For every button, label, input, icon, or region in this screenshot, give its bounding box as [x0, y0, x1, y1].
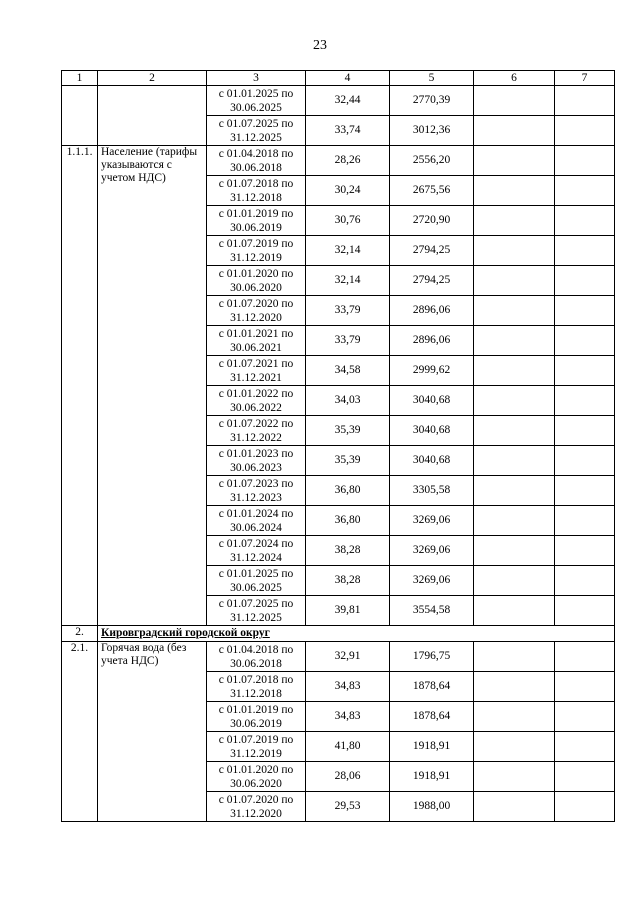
value-col-4: 39,81 [306, 596, 390, 626]
value-col-6 [474, 236, 555, 266]
value-col-7 [555, 476, 615, 506]
value-col-5: 3040,68 [390, 416, 474, 446]
value-col-6 [474, 446, 555, 476]
value-col-6 [474, 762, 555, 792]
value-col-5: 2675,56 [390, 176, 474, 206]
value-col-7 [555, 206, 615, 236]
value-col-4: 33,74 [306, 116, 390, 146]
value-col-4: 38,28 [306, 566, 390, 596]
value-col-6 [474, 116, 555, 146]
value-col-6 [474, 326, 555, 356]
value-col-5: 2999,62 [390, 356, 474, 386]
period-cell: с 01.01.2022 по 30.06.2022 [207, 386, 306, 416]
period-cell: с 01.01.2020 по 30.06.2020 [207, 762, 306, 792]
value-col-7 [555, 446, 615, 476]
item-number: 1.1.1. [62, 146, 98, 626]
value-col-5: 1918,91 [390, 762, 474, 792]
value-col-6 [474, 206, 555, 236]
table-row [62, 642, 615, 672]
value-col-7 [555, 642, 615, 672]
header-col-5: 5 [390, 71, 474, 86]
value-col-7 [555, 296, 615, 326]
value-col-5: 2896,06 [390, 296, 474, 326]
value-col-4: 30,76 [306, 206, 390, 236]
value-col-7 [555, 116, 615, 146]
value-col-5: 3269,06 [390, 536, 474, 566]
header-col-1: 1 [62, 71, 98, 86]
section-row [62, 626, 615, 642]
value-col-5: 2770,39 [390, 86, 474, 116]
value-col-7 [555, 702, 615, 732]
value-col-7 [555, 792, 615, 822]
value-col-5: 1796,75 [390, 642, 474, 672]
table-row [62, 146, 615, 176]
period-cell: с 01.01.2025 по 30.06.2025 [207, 566, 306, 596]
value-col-5: 3012,36 [390, 116, 474, 146]
period-cell: с 01.07.2021 по 31.12.2021 [207, 356, 306, 386]
value-col-7 [555, 146, 615, 176]
value-col-6 [474, 176, 555, 206]
value-col-7 [555, 176, 615, 206]
value-col-5: 3554,58 [390, 596, 474, 626]
period-cell: с 01.01.2021 по 30.06.2021 [207, 326, 306, 356]
value-col-5: 2720,90 [390, 206, 474, 236]
value-col-5: 2896,06 [390, 326, 474, 356]
period-cell: с 01.07.2024 по 31.12.2024 [207, 536, 306, 566]
value-col-7 [555, 386, 615, 416]
value-col-6 [474, 506, 555, 536]
period-cell: с 01.04.2018 по 30.06.2018 [207, 146, 306, 176]
value-col-6 [474, 476, 555, 506]
value-col-5: 1988,00 [390, 792, 474, 822]
value-col-7 [555, 326, 615, 356]
period-cell: с 01.07.2019 по 31.12.2019 [207, 236, 306, 266]
value-col-5: 1918,91 [390, 732, 474, 762]
value-col-5: 3269,06 [390, 566, 474, 596]
period-cell: с 01.07.2020 по 31.12.2020 [207, 792, 306, 822]
value-col-5: 3305,58 [390, 476, 474, 506]
value-col-4: 33,79 [306, 326, 390, 356]
value-col-4: 33,79 [306, 296, 390, 326]
value-col-7 [555, 732, 615, 762]
period-cell: с 01.07.2025 по 31.12.2025 [207, 116, 306, 146]
value-col-6 [474, 266, 555, 296]
table-body [62, 86, 615, 822]
period-cell: с 01.01.2019 по 30.06.2019 [207, 206, 306, 236]
header-col-7: 7 [555, 71, 615, 86]
header-col-2: 2 [98, 71, 207, 86]
period-cell: с 01.01.2024 по 30.06.2024 [207, 506, 306, 536]
value-col-4: 30,24 [306, 176, 390, 206]
value-col-5: 1878,64 [390, 702, 474, 732]
value-col-7 [555, 236, 615, 266]
value-col-6 [474, 416, 555, 446]
value-col-5: 3269,06 [390, 506, 474, 536]
value-col-7 [555, 86, 615, 116]
item-number: 2.1. [62, 642, 98, 822]
value-col-5: 3040,68 [390, 386, 474, 416]
value-col-6 [474, 296, 555, 326]
value-col-4: 35,39 [306, 416, 390, 446]
value-col-7 [555, 566, 615, 596]
value-col-6 [474, 356, 555, 386]
header-col-4: 4 [306, 71, 390, 86]
period-cell: с 01.07.2023 по 31.12.2023 [207, 476, 306, 506]
period-cell: с 01.07.2018 по 31.12.2018 [207, 176, 306, 206]
page-number: 23 [313, 38, 327, 53]
period-cell: с 01.07.2025 по 31.12.2025 [207, 596, 306, 626]
value-col-6 [474, 672, 555, 702]
value-col-7 [555, 536, 615, 566]
table-row [62, 86, 615, 116]
value-col-7 [555, 266, 615, 296]
value-col-5: 1878,64 [390, 672, 474, 702]
period-cell: с 01.07.2018 по 31.12.2018 [207, 672, 306, 702]
value-col-6 [474, 642, 555, 672]
value-col-6 [474, 792, 555, 822]
value-col-5: 2794,25 [390, 266, 474, 296]
value-col-4: 34,83 [306, 702, 390, 732]
item-number [62, 86, 98, 146]
value-col-4: 28,06 [306, 762, 390, 792]
value-col-4: 41,80 [306, 732, 390, 762]
value-col-4: 34,58 [306, 356, 390, 386]
period-cell: с 01.07.2022 по 31.12.2022 [207, 416, 306, 446]
value-col-4: 32,44 [306, 86, 390, 116]
value-col-5: 2556,20 [390, 146, 474, 176]
section-title: Кировградский городской округ [101, 627, 270, 639]
item-name [98, 86, 207, 146]
header-row [62, 71, 615, 86]
header-col-3: 3 [207, 71, 306, 86]
period-cell: с 01.01.2019 по 30.06.2019 [207, 702, 306, 732]
period-cell: с 01.07.2019 по 31.12.2019 [207, 732, 306, 762]
item-name: Население (тарифы указываются с учетом НДС) [98, 146, 207, 626]
value-col-6 [474, 146, 555, 176]
section-title-cell [98, 626, 615, 642]
value-col-6 [474, 702, 555, 732]
value-col-5: 3040,68 [390, 446, 474, 476]
value-col-7 [555, 672, 615, 702]
value-col-4: 29,53 [306, 792, 390, 822]
value-col-4: 34,03 [306, 386, 390, 416]
value-col-6 [474, 566, 555, 596]
value-col-4: 28,26 [306, 146, 390, 176]
value-col-7 [555, 416, 615, 446]
item-name: Горячая вода (без учета НДС) [98, 642, 207, 822]
period-cell: с 01.01.2020 по 30.06.2020 [207, 266, 306, 296]
value-col-4: 36,80 [306, 506, 390, 536]
value-col-6 [474, 732, 555, 762]
value-col-6 [474, 596, 555, 626]
value-col-4: 38,28 [306, 536, 390, 566]
period-cell: с 01.01.2023 по 30.06.2023 [207, 446, 306, 476]
value-col-4: 34,83 [306, 672, 390, 702]
section-number: 2. [62, 626, 98, 642]
value-col-7 [555, 596, 615, 626]
value-col-4: 36,80 [306, 476, 390, 506]
value-col-6 [474, 386, 555, 416]
header-col-6: 6 [474, 71, 555, 86]
value-col-4: 32,14 [306, 236, 390, 266]
value-col-7 [555, 762, 615, 792]
value-col-7 [555, 506, 615, 536]
period-cell: с 01.07.2020 по 31.12.2020 [207, 296, 306, 326]
value-col-6 [474, 536, 555, 566]
period-cell: с 01.04.2018 по 30.06.2018 [207, 642, 306, 672]
value-col-4: 32,91 [306, 642, 390, 672]
period-cell: с 01.01.2025 по 30.06.2025 [207, 86, 306, 116]
value-col-4: 35,39 [306, 446, 390, 476]
value-col-5: 2794,25 [390, 236, 474, 266]
value-col-7 [555, 356, 615, 386]
value-col-6 [474, 86, 555, 116]
value-col-4: 32,14 [306, 266, 390, 296]
tariff-table [61, 70, 615, 822]
